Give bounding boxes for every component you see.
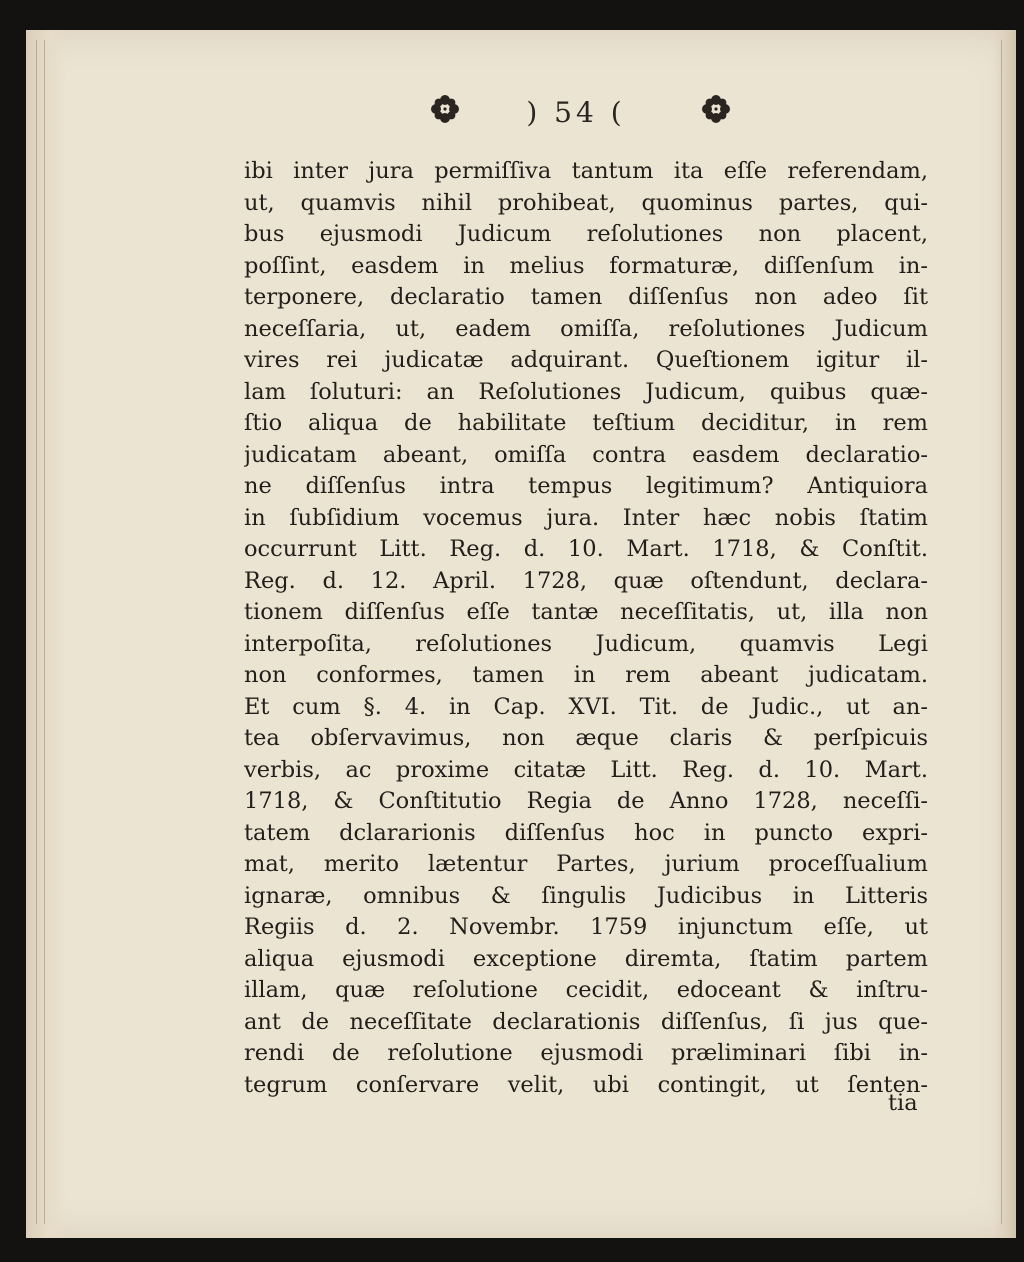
text-line: illam, quæ reſolutione cecidit, edoceant & inſtru- bbox=[244, 977, 928, 1003]
page-header bbox=[26, 92, 1016, 142]
catchword: tia bbox=[888, 1090, 918, 1116]
text-line: poſſint, easdem in melius formaturæ, diſſenſum in- bbox=[244, 252, 928, 279]
floral-ornament-icon bbox=[701, 94, 731, 124]
text-line: mat, merito lætentur Partes, jurium proceſſualium bbox=[244, 851, 928, 877]
text-line: ut, quamvis nihil prohibeat, quominus partes, qui- bbox=[244, 189, 928, 216]
text-line: vires rei judicatæ adquirant. Queſtionem igitur il- bbox=[244, 347, 928, 373]
text-line: terponere, declaratio tamen diſſenſus non adeo ſit bbox=[244, 284, 928, 310]
text-line: ibi inter jura permiſſiva tantum ita eſſe referendam, bbox=[244, 158, 928, 184]
text-line: judicatam abeant, omiſſa contra easdem declaratio- bbox=[244, 441, 928, 468]
floral-ornament-icon bbox=[430, 94, 460, 124]
text-line: bus ejusmodi Judicum reſolutiones non placent, bbox=[244, 221, 928, 247]
text-line: 1718, & Conſtitutio Regia de Anno 1728, neceſſi- bbox=[244, 788, 928, 814]
book-page bbox=[26, 30, 1016, 1238]
text-line: tatem dclararionis diſſenſus hoc in puncto expri- bbox=[244, 819, 928, 846]
page-edge-divider bbox=[36, 40, 37, 1224]
page-edge-divider bbox=[44, 40, 45, 1224]
text-line: lam ſoluturi: an Reſolutiones Judicum, quibus quæ- bbox=[244, 378, 928, 405]
text-line: ſtio aliqua de habilitate teſtium deciditur, in rem bbox=[244, 410, 928, 436]
text-line: interpoſita, reſolutiones Judicum, quamvis Legi bbox=[244, 630, 928, 657]
text-line: ne diſſenſus intra tempus legitimum? Antiquiora bbox=[244, 473, 928, 499]
text-line: rendi de reſolutione ejusmodi præliminari ſibi in- bbox=[244, 1040, 928, 1066]
text-line: neceſſaria, ut, eadem omiſſa, reſolutiones Judicum bbox=[244, 315, 928, 342]
text-line: tegrum conſervare velit, ubi contingit, ut ſenten- bbox=[244, 1071, 928, 1098]
text-line: Regiis d. 2. Novembr. 1759 injunctum eſſe, ut bbox=[244, 914, 928, 940]
text-line: aliqua ejusmodi exceptione diremta, ſtatim partem bbox=[244, 945, 928, 972]
body-text bbox=[244, 156, 928, 1101]
text-line: tionem diſſenſus eſſe tantæ neceſſitatis, ut, illa non bbox=[244, 599, 928, 625]
page-number: ) 54 ( bbox=[526, 96, 626, 129]
text-line: occurrunt Litt. Reg. d. 10. Mart. 1718, & Conſtit. bbox=[244, 536, 928, 562]
text-line: ignaræ, omnibus & ſingulis Judicibus in Litteris bbox=[244, 882, 928, 909]
page-edge-shadow bbox=[994, 30, 1016, 1238]
page-gutter-shadow bbox=[26, 30, 66, 1238]
text-line: tea obſervavimus, non æque claris & perſpicuis bbox=[244, 725, 928, 751]
text-line: non conformes, tamen in rem abeant judicatam. bbox=[244, 662, 928, 688]
text-line: Et cum §. 4. in Cap. XVI. Tit. de Judic., ut an- bbox=[244, 693, 928, 720]
text-line: in ſubſidium vocemus jura. Inter hæc nobis ſtatim bbox=[244, 504, 928, 531]
text-line: ant de neceſſitate declarationis diſſenſus, ſi jus que- bbox=[244, 1008, 928, 1035]
text-line: Reg. d. 12. April. 1728, quæ oſtendunt, declara- bbox=[244, 567, 928, 594]
text-line: verbis, ac proxime citatæ Litt. Reg. d. 10. Mart. bbox=[244, 756, 928, 783]
page-edge-divider bbox=[1001, 40, 1002, 1224]
